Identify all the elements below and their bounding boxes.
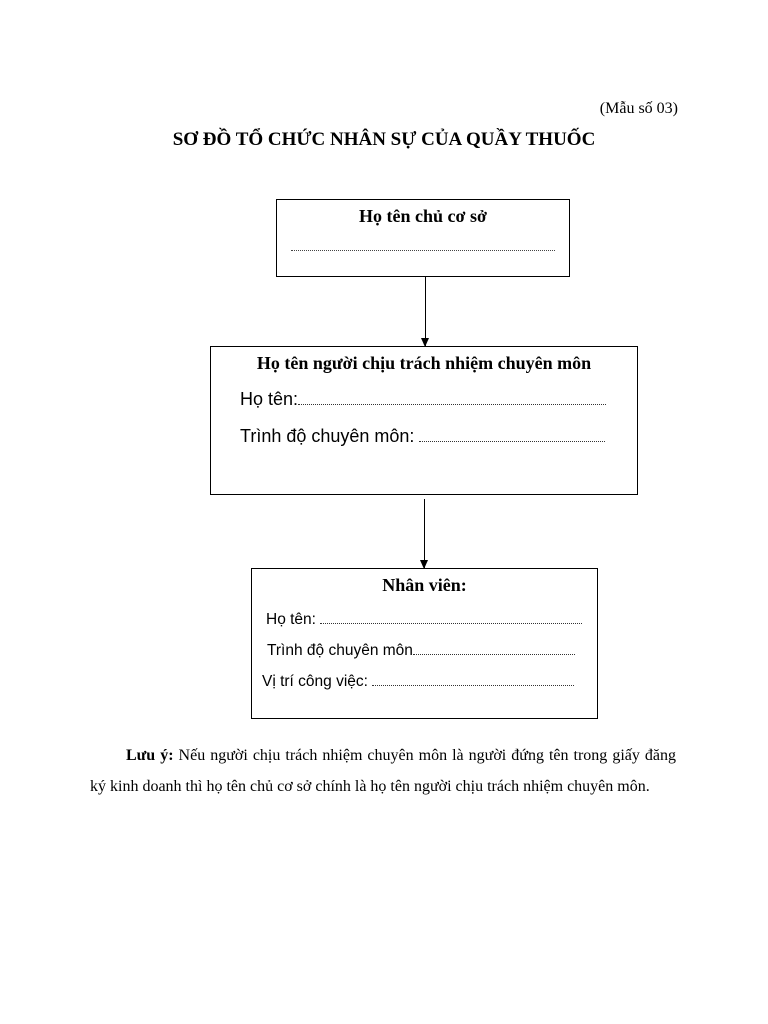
arrow-professional-to-staff: [424, 499, 425, 568]
owner-box: [276, 199, 570, 277]
professional-name-line: [298, 404, 606, 405]
professional-qualification-line: [419, 441, 605, 442]
arrow-owner-to-professional: [425, 277, 426, 346]
staff-position-row: [262, 673, 574, 691]
professional-qualification-label: Trình độ chuyên môn:: [240, 426, 415, 446]
staff-box-heading: Nhân viên:: [382, 575, 467, 595]
staff-qualification-row: [267, 642, 575, 660]
professional-box-heading: Họ tên người chịu trách nhiệm chuyên môn: [256, 353, 592, 373]
professional-name-row: [240, 389, 606, 410]
owner-name-line: [291, 250, 555, 251]
staff-name-row: [266, 611, 582, 629]
staff-position-line: [372, 685, 574, 686]
staff-position-label: Vị trí công việc:: [262, 673, 368, 690]
owner-box-heading: Họ tên chủ cơ sở: [359, 206, 487, 226]
staff-name-label: Họ tên:: [266, 611, 316, 628]
staff-box: [251, 568, 598, 719]
professional-qualification-row: [240, 426, 605, 447]
staff-qualification-label: Trình độ chuyên môn: [267, 642, 413, 659]
note-label: Lưu ý:: [126, 747, 174, 764]
note-text: Nếu người chịu trách nhiệm chuyên môn là người đứng tên trong giấy đăng ký kinh doanh thì họ tên chủ cơ sở chính là họ tên người chịu trách nhiệm chuyên môn.: [90, 747, 677, 795]
professional-name-label: Họ tên:: [240, 389, 299, 409]
staff-name-line: [320, 623, 582, 624]
page-title: SƠ ĐỒ TỔ CHỨC NHÂN SỰ CỦA QUẦY THUỐC: [172, 129, 596, 150]
professional-box: [210, 346, 638, 495]
form-number: (Mẫu số 03): [599, 100, 678, 117]
staff-qualification-line: [413, 654, 575, 655]
note-paragraph: [90, 740, 676, 802]
